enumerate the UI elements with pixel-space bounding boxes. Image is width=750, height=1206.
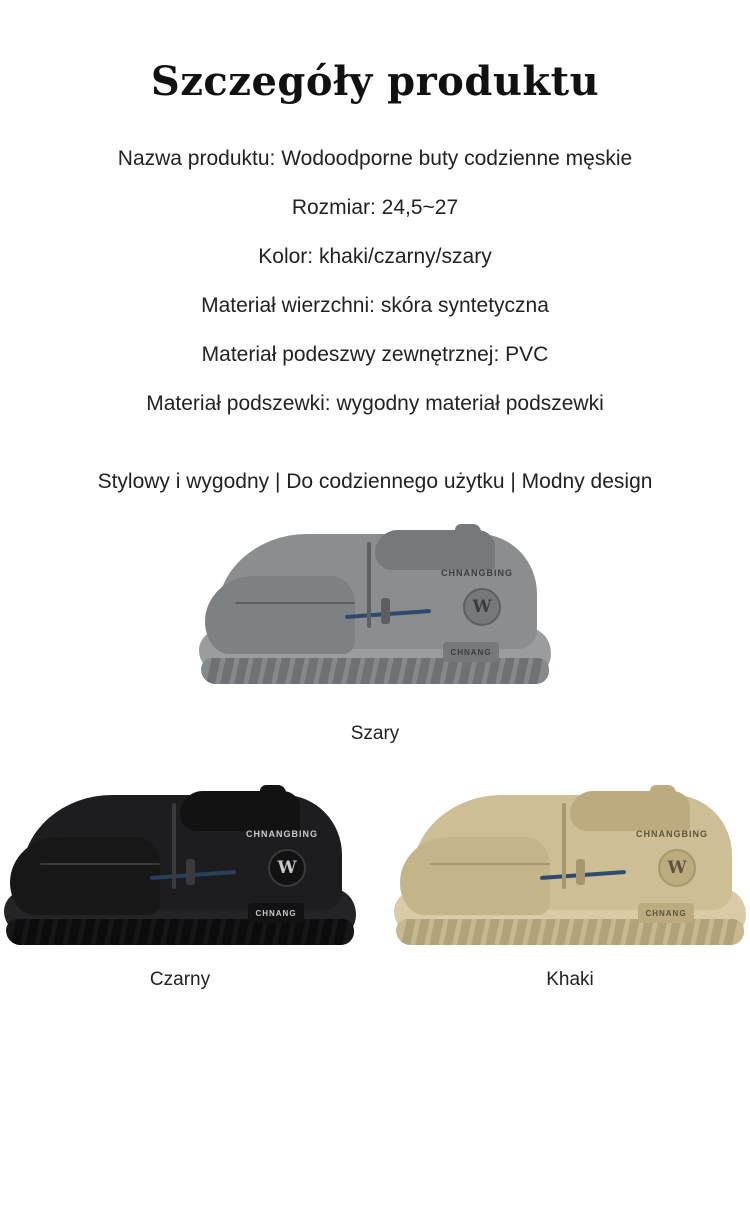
outsole-lug — [39, 919, 54, 945]
zipper-track — [172, 803, 176, 889]
heel-patch: CHNANG — [638, 903, 694, 923]
outsole-lug — [401, 919, 416, 945]
outsole-lug — [415, 919, 430, 945]
outsole-lug — [402, 658, 417, 684]
outsole-lug — [165, 919, 180, 945]
product-spec-list — [0, 148, 750, 414]
zipper-track — [562, 803, 566, 889]
brand-logo-badge: W — [658, 849, 696, 887]
outsole-lug — [430, 658, 445, 684]
outsole-lug — [234, 658, 249, 684]
outsole-lug — [416, 658, 431, 684]
zipper-pull — [186, 859, 195, 885]
zipper-pull — [576, 859, 585, 885]
outsole-lug — [429, 919, 444, 945]
outsole-lug — [611, 919, 626, 945]
outsole-lug — [709, 919, 724, 945]
outsole-lug — [95, 919, 110, 945]
outsole-lug — [235, 919, 250, 945]
gallery-row-bottom — [0, 785, 750, 991]
shoe-toe-cap — [205, 576, 355, 654]
outsole-lug — [597, 919, 612, 945]
outsole-lug — [276, 658, 291, 684]
product-tagline: Stylowy i wygodny | Do codziennego użytku | Modny design — [97, 470, 653, 493]
outsole-lug — [318, 658, 333, 684]
outsole-lug — [333, 919, 348, 945]
outsole-lug — [137, 919, 152, 945]
outsole-lug — [220, 658, 235, 684]
outsole-lug — [500, 658, 515, 684]
outsole-lug — [248, 658, 263, 684]
zipper-track — [367, 542, 371, 628]
variant-caption-black: Czarny — [149, 969, 211, 990]
outsole-lug — [527, 919, 542, 945]
outsole-lug — [81, 919, 96, 945]
heel-patch: CHNANG — [248, 903, 304, 923]
zipper-pull — [381, 598, 390, 624]
stitch-line — [235, 602, 355, 604]
outsole-lug — [723, 919, 738, 945]
outsole-lug — [471, 919, 486, 945]
brand-name-text: CHNANGBING — [441, 568, 513, 578]
outsole-lug — [25, 919, 40, 945]
shoe-heel-pull-tab — [455, 524, 481, 558]
outsole-lug — [319, 919, 334, 945]
outsole-lug — [514, 658, 529, 684]
spec-item-color: Kolor: khaki/czarny/szary — [258, 245, 492, 268]
outsole-lugs — [201, 658, 549, 684]
shoe-outsole — [6, 919, 354, 945]
outsole-lug — [457, 919, 472, 945]
outsole-lug — [304, 658, 319, 684]
outsole-lug — [206, 658, 221, 684]
outsole-lug — [499, 919, 514, 945]
outsole-lug — [123, 919, 138, 945]
shoe-heel-pull-tab — [650, 785, 676, 819]
outsole-lug — [555, 919, 570, 945]
spec-item-name: Nazwa produktu: Wodoodporne buty codzienne męskie — [117, 147, 633, 170]
outsole-lug — [695, 919, 710, 945]
brand-name-text: CHNANGBING — [636, 829, 708, 839]
shoe-toe-cap — [400, 837, 550, 915]
spec-item-outsole-material: Materiał podeszwy zewnętrznej: PVC — [201, 343, 549, 366]
shoe-outsole — [396, 919, 744, 945]
shoe-heel-pull-tab — [260, 785, 286, 819]
outsole-lugs — [396, 919, 744, 945]
outsole-lug — [443, 919, 458, 945]
outsole-lug — [583, 919, 598, 945]
outsole-lug — [360, 658, 375, 684]
outsole-lug — [625, 919, 640, 945]
product-variant-grey[interactable] — [195, 524, 555, 745]
shoe-image-grey — [195, 524, 555, 709]
variant-caption-grey: Szary — [350, 723, 400, 744]
outsole-lug — [332, 658, 347, 684]
outsole-lugs — [6, 919, 354, 945]
heel-patch: CHNANG — [443, 642, 499, 662]
outsole-lug — [513, 919, 528, 945]
outsole-lug — [388, 658, 403, 684]
outsole-lug — [53, 919, 68, 945]
outsole-lug — [541, 919, 556, 945]
outsole-lug — [151, 919, 166, 945]
outsole-lug — [305, 919, 320, 945]
outsole-lug — [262, 658, 277, 684]
outsole-lug — [290, 658, 305, 684]
outsole-lug — [179, 919, 194, 945]
brand-logo-badge: W — [463, 588, 501, 626]
product-image-gallery — [0, 524, 750, 991]
shoe-image-khaki — [390, 785, 750, 955]
shoe-outsole — [201, 658, 549, 684]
product-variant-khaki[interactable] — [390, 785, 750, 991]
outsole-lug — [221, 919, 236, 945]
outsole-lug — [207, 919, 222, 945]
spec-item-lining-material: Materiał podszewki: wygodny materiał podszewki — [146, 392, 604, 415]
outsole-lug — [109, 919, 124, 945]
outsole-lug — [67, 919, 82, 945]
variant-caption-khaki: Khaki — [546, 969, 594, 990]
outsole-lug — [528, 658, 543, 684]
outsole-lug — [569, 919, 584, 945]
spec-item-upper-material: Materiał wierzchni: skóra syntetyczna — [201, 294, 549, 317]
gallery-row-top — [0, 524, 750, 745]
page-title: Szczegóły produktu — [150, 58, 600, 105]
outsole-lug — [485, 919, 500, 945]
shoe-image-black — [0, 785, 360, 955]
outsole-lug — [193, 919, 208, 945]
brand-logo-badge: W — [268, 849, 306, 887]
outsole-lug — [374, 658, 389, 684]
outsole-lug — [11, 919, 26, 945]
stitch-line — [430, 863, 550, 865]
stitch-line — [40, 863, 160, 865]
outsole-lug — [346, 658, 361, 684]
spec-item-size: Rozmiar: 24,5~27 — [291, 196, 459, 219]
brand-name-text: CHNANGBING — [246, 829, 318, 839]
shoe-toe-cap — [10, 837, 160, 915]
product-variant-black[interactable] — [0, 785, 360, 991]
